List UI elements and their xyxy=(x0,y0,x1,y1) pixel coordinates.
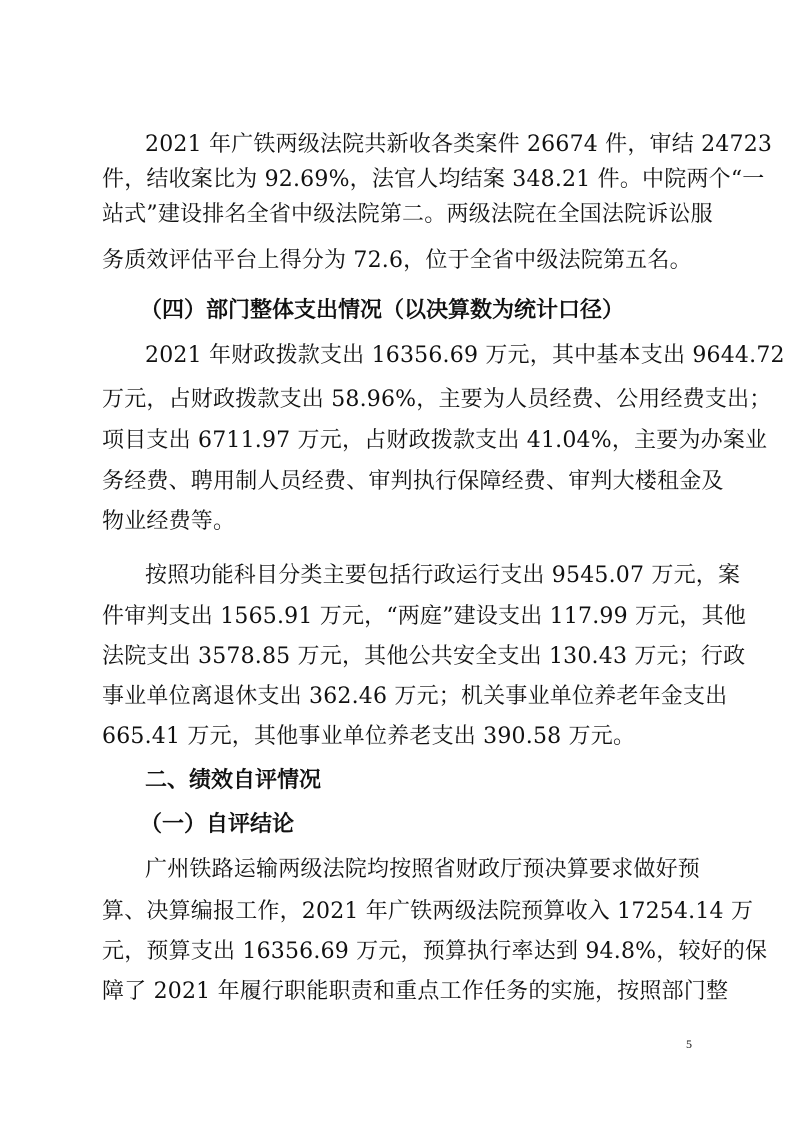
subsection-heading-self-evaluation: （一）自评结论 xyxy=(140,812,295,837)
page-number: 5 xyxy=(686,1037,692,1051)
text-line: 665.41 万元，其他事业单位养老支出 390.58 万元。 xyxy=(102,724,636,749)
section-heading-performance-evaluation: 二、绩效自评情况 xyxy=(145,768,322,793)
text-line: 广州铁路运输两级法院均按照省财政厅预决算要求做好预 xyxy=(145,857,701,882)
text-line: 件审判支出 1565.91 万元，“两庭”建设支出 117.99 万元，其他 xyxy=(102,604,747,629)
text-line: 按照功能科目分类主要包括行政运行支出 9545.07 万元，案 xyxy=(145,563,741,588)
text-line: 物业经费等。 xyxy=(102,509,236,534)
text-line: 2021 年财政拨款支出 16356.69 万元，其中基本支出 9644.72 xyxy=(145,343,785,368)
text-line: 元，预算支出 16356.69 万元，预算执行率达到 94.8%，较好的保 xyxy=(102,939,768,964)
text-line: 件，结收案比为 92.69%，法官人均结案 348.21 件。中院两个“一 xyxy=(102,167,765,192)
text-line: 务经费、聘用制人员经费、审判执行保障经费、审判大楼租金及 xyxy=(102,469,724,494)
text-line: 障了 2021 年履行职能职责和重点工作任务的实施，按照部门整 xyxy=(102,979,729,1004)
text-line: 事业单位离退休支出 362.46 万元；机关事业单位养老年金支出 xyxy=(102,684,728,709)
text-line: 算、决算编报工作，2021 年广铁两级法院预算收入 17254.14 万 xyxy=(102,899,754,924)
text-line: 万元，占财政拨款支出 58.96%，主要为人员经费、公用经费支出； xyxy=(102,387,772,412)
text-line: 法院支出 3578.85 万元，其他公共安全支出 130.43 万元；行政 xyxy=(102,644,746,669)
text-line: 站式”建设排名全省中级法院第二。两级法院在全国法院诉讼服 xyxy=(102,202,713,227)
text-line: 务质效评估平台上得分为 72.6，位于全省中级法院第五名。 xyxy=(102,248,692,273)
text-line: 项目支出 6711.97 万元，占财政拨款支出 41.04%，主要为办案业 xyxy=(102,428,768,453)
text-line: 2021 年广铁两级法院共新收各类案件 26674 件，审结 24723 xyxy=(145,132,773,157)
section-heading-expenditure: （四）部门整体支出情况（以决算数为统计口径） xyxy=(140,298,625,323)
